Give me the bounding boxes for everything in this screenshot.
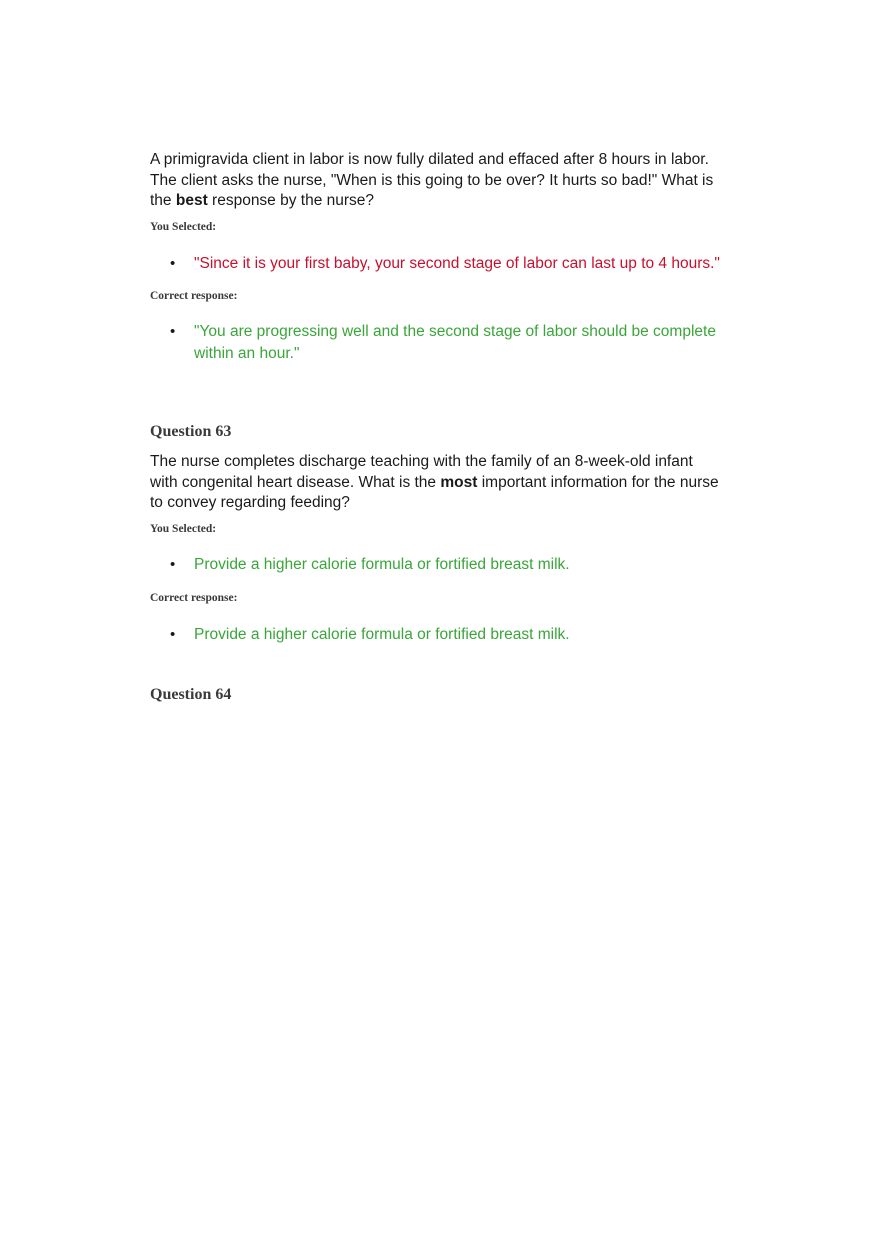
q62-correct-answer — [150, 321, 735, 364]
bullet-icon: • — [170, 323, 176, 340]
q62-you-selected-label: You Selected: — [150, 221, 217, 233]
q63-selected-answer-text: Provide a higher calorie formula or fortified breast milk. — [194, 556, 570, 573]
question-63-text — [150, 452, 720, 514]
bullet-icon: • — [170, 556, 176, 573]
q63-selected-answer — [150, 554, 735, 576]
q62-correct-answer-text: "You are progressing well and the second stage of labor should be complete within an hour." — [194, 323, 716, 362]
q62-selected-list — [150, 253, 735, 275]
question-64-heading: Question 64 — [150, 686, 232, 703]
bullet-icon: • — [170, 255, 176, 272]
q62-correct-label: Correct response: — [150, 290, 238, 302]
question-62-emphasis: best — [175, 192, 208, 209]
q62-correct-list — [150, 321, 735, 364]
question-62-text-part: response by the nurse? — [207, 192, 375, 209]
q63-correct-answer-text: Provide a higher calorie formula or fortified breast milk. — [194, 626, 570, 643]
q63-correct-answer — [150, 624, 735, 646]
question-63-text-part: The nurse completes discharge teaching with the family of an 8-week-old infant with congenital heart disease. What is the — [150, 453, 693, 491]
q63-you-selected-label: You Selected: — [150, 523, 217, 535]
q62-selected-answer-text: "Since it is your first baby, your second stage of labor can last up to 4 hours." — [194, 255, 720, 272]
q63-correct-list — [150, 624, 735, 646]
question-62-text-part: A primigravida client in labor is now fully dilated and effaced after 8 hours in labor. The client asks the nurse, "When is this going to be over? It hurts so bad!" What is the — [150, 151, 714, 209]
question-63-text-part: important information for the nurse to convey regarding feeding? — [150, 473, 719, 511]
q62-selected-answer — [150, 253, 735, 275]
question-63-heading: Question 63 — [150, 423, 232, 440]
bullet-icon: • — [170, 626, 176, 643]
question-62-text — [150, 150, 735, 212]
q63-selected-list — [150, 554, 735, 576]
q63-correct-label: Correct response: — [150, 592, 238, 604]
question-63-emphasis: most — [440, 473, 478, 491]
